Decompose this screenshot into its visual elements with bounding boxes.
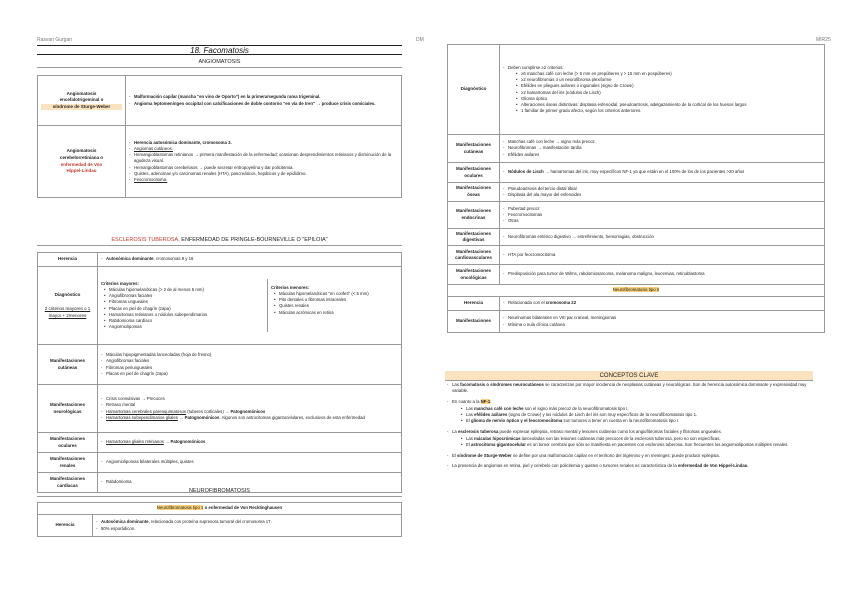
- nf1-herencia-key: Herencia: [38, 515, 93, 537]
- list-item: • ≥2 neurofibromas o un neurofibroma plexiforme: [513, 77, 821, 83]
- nf1-table: [37, 502, 402, 537]
- list-item: - Fibromas periungueales: [101, 365, 398, 371]
- list-item: • Angiomiolipomas: [101, 324, 264, 330]
- nf1-ocu-key: Manifestaciones oculares: [448, 163, 500, 183]
- von-hippel-key: Angiomatosis cerebelorretiniana o enfermedad de Von Hippel-Lindau: [38, 126, 126, 198]
- nf1-manifestaciones-table: [447, 44, 825, 333]
- criterios-mayores: Criterios mayores: • Máculas hipomelanóticas (> 2 de al menos 5 mm) • Angiofibromas faciales • Fibromas ungueales • Placas en piel de chagrín (zapa) • Hamartomas retinianos o nódulos subependimarios • Rabdomioma cardíaco • Angiomiolipomas: [98, 279, 268, 333]
- clave-1: - Las facomatosis o síndromes neurocutáneos se caracterizan por mayor incidencia de neoplasias cutáneas y neurológicas. Son de herencia autosómica dominante y expresividad muy variable.: [447, 382, 812, 394]
- nf2-man-content: [500, 311, 825, 333]
- list-item: • ≥6 manchas café con leche (> 5 mm en prepúberes y > 15 mm en pospúberes): [513, 71, 821, 77]
- nf1-cv-key: Manifestaciones cardiovasculares: [448, 246, 500, 265]
- list-item: - Otras: [503, 218, 821, 224]
- nf1-onc-content: - Predisposición para tumor de Wilms, rabdomiosarcoma, melanoma maligno, leucemias, retinoblastoma: [500, 265, 825, 285]
- nf1-cut-key: Manifestaciones cutáneas: [448, 135, 500, 163]
- list-item: - Neurofibromas → manifestación tardía: [503, 145, 821, 151]
- list-item: • Placas en piel de chagrín (zapa): [101, 306, 264, 312]
- list-item: - Neurinomas bilaterales en VIII par craneal, meningiomas: [503, 315, 821, 321]
- list-item: • Efélides en pliegues axilares o inguinales (signo de Crowe): [513, 83, 821, 89]
- list-item: - Angioma leptomeníngeo occipital con calcificaciones de doble contorno "en vía de tren" → produce crisis comiciales.: [129, 101, 398, 107]
- esclerosis-tuberosa-title: ESCLEROSIS TUBEROSA, ENFERMEDAD DE PRINGLE-BOURNEVILLE O "EPILOIA": [37, 236, 402, 246]
- nf1-diag-key: Diagnóstico: [448, 45, 500, 135]
- et-cardiacas-content: - Rabdomioma: [98, 473, 402, 493]
- list-item: - Efélides axilares: [503, 152, 821, 158]
- list-item: - Hemangioblastomas retinianos → primera manifestación de la enfermedad; ocasionan desprendimientos retinianos y disminución de la agudeza visual.: [129, 152, 398, 164]
- et-cutaneas-content: [98, 345, 402, 385]
- et-oculares-content: - Hamartomas gliales retinianos → Patognomónicos: [98, 433, 402, 453]
- nf2-herencia-key: Herencia: [448, 297, 500, 311]
- nf2-header: Neurofibromatosis tipo II: [448, 285, 825, 297]
- et-renales-content: - Angiomiolipomas bilaterales múltiples, quistes: [98, 453, 402, 473]
- list-item: • Pits dentales o fibromas intraorales: [271, 297, 398, 303]
- et-oculares-key: Manifestaciones oculares: [38, 433, 98, 453]
- list-item: - Feocromocitomas: [503, 212, 821, 218]
- clave-5: - La presencia de angiomas en retina, piel y cerebelo con policitemia y quistes o tumores renales es característica de la enfermedad de Von Hippel-Lindau.: [447, 463, 812, 469]
- et-cardiacas-key: Manifestaciones cardíacas: [38, 473, 98, 493]
- nf1-cut-content: [500, 135, 825, 163]
- nf1-ocu-content: - Nódulos de Lisch → hamartomas del iris, muy específicos NF-1 ya que están en el 100% de los de los pacientes >20 años: [500, 163, 825, 183]
- angiomatosis-table: [37, 75, 402, 198]
- list-item: • 1 familiar de primer grado afecto, según los criterios anteriores.: [513, 108, 821, 114]
- et-cutaneas-key: Manifestaciones cutáneas: [38, 345, 98, 385]
- sturge-weber-content: [126, 76, 402, 126]
- list-item: - Pseudoartrosis del tercio distal tibial: [503, 186, 821, 192]
- list-item: • Quistes renales: [271, 303, 398, 309]
- von-hippel-content: [126, 126, 402, 198]
- herencia-content: - Autosómica dominante, cromosomas 9 y 16: [98, 253, 402, 267]
- list-item: - Placas en piel de chagrín (zapa): [101, 371, 398, 377]
- list-item: - Displasia del ala mayor del esfenoides: [503, 192, 821, 198]
- list-item: - Mínima o nula clínica cutánea: [503, 322, 821, 328]
- sturge-weber-key: Angiomatosis encefalotrigeminal o síndrome de Sturge-Weber: [38, 76, 126, 126]
- nf1-endo-key: Manifestaciones endocrinas: [448, 202, 500, 229]
- angiomatosis-title: ANGIOMATOSIS: [37, 58, 402, 68]
- list-item: • Máculas hipomelanóticas (> 2 de al menos 5 mm): [101, 287, 264, 293]
- list-item: - Máculas hipopigmentadas lanceoladas (hoja de fresno): [101, 352, 398, 358]
- nf1-osea-key: Manifestaciones óseas: [448, 183, 500, 202]
- nf1-endo-content: [500, 202, 825, 229]
- list-item: - Feocromocitoma.: [129, 177, 398, 183]
- list-item: • Angiofibromas faciales: [101, 293, 264, 299]
- list-item: • Máculas hipomelanóticas "en confeti" (< 5 mm): [271, 291, 398, 297]
- neurofibromatosis-title: NEUROFIBROMATOSIS: [37, 487, 402, 497]
- list-item: - Quistes, adenomas y/o carcinomas renales (HTA), pancreáticos, hepáticos y de epidídimo.: [129, 171, 398, 177]
- list-item: • Máculas acrómicas en retina: [271, 310, 398, 316]
- list-item: - Hemangioblastomas cerebelosos → puede secretar eritropoyetina y dar policitemia.: [129, 165, 398, 171]
- et-renales-key: Manifestaciones renales: [38, 453, 98, 473]
- nf1-diag-content: - Deben cumplirse ≥2 criterios: • ≥6 manchas café con leche (> 5 mm en prepúberes y > 15 mm en pospúberes) • ≥2 neurofibromas o un neurofibroma plexiforme • Efélides en pliegues axilares o inguinales (signo de Crowe) • ≥2 hamartomas del iris (nódulos de Lisch) • Glioma óptico • Alteraciones óseas distintivas: displasia esfenoidal, pseudoartrosis, adelgazamiento de la cortical de los huesos largos • 1 familiar de primer grado afecto, según los criterios anteriores.: [500, 45, 825, 135]
- diagnostico-content: [98, 267, 402, 345]
- page-code-right: MIR25: [816, 37, 831, 43]
- nf1-osea-content: [500, 183, 825, 202]
- list-item: - Herencia autosómica dominante, cromosoma 3.: [129, 140, 398, 146]
- list-item: • ≥2 hamartomas del iris (nódulos de Lisch): [513, 90, 821, 96]
- nf1-cv-content: - HTA por feocromocitoma: [500, 246, 825, 265]
- list-item: • Fibromas ungueales: [101, 299, 264, 305]
- nf1-dig-key: Manifestaciones digestivas: [448, 229, 500, 246]
- list-item: - Pubertad precoz: [503, 206, 821, 212]
- et-neuro-content: - Crisis convulsivas → Precoces - Retraso mental - Hamartomas cerebrales parenquimatosos (tuberes corticales) → Patognomónicos - Hamartomas subependimarios gliales → Patognomónicos. Algunos son astrocitomas gigantocelulares, exclusivos de esta enfermedad: [98, 385, 402, 433]
- herencia-key: Herencia: [38, 253, 98, 267]
- right-page: [424, 0, 848, 599]
- nf1-onc-key: Manifestaciones oncológicas: [448, 265, 500, 285]
- nf2-herencia-content: - Relacionada con el cromosoma 22: [500, 297, 825, 311]
- nf2-man-key: Manifestaciones: [448, 311, 500, 333]
- list-item: - Angiofibromas faciales: [101, 358, 398, 364]
- author-header: Rasvan Gurgan: [37, 37, 73, 43]
- page-code-left: DM: [416, 37, 424, 43]
- conceptos-clave-body: [447, 382, 812, 469]
- diagnostico-key: Diagnóstico 2 criterios mayores o 1 mayor + 2menores: [38, 267, 98, 345]
- esclerosis-tuberosa-table: [37, 252, 402, 493]
- clave-2: - En cuanto a la NF-1: • Las manchas café con leche son el signo más precoz de la neurofibromatosis tipo I. • Las efélides axilares (signo de Crowe) y los nódulos de Lisch del iris son muy específicos de la neurofibromatosis tipo 1. • El glioma de nervio óptico y el feocromocitoma son tumores a tener en cuenta en la neurofibromatosis tipo I.: [447, 399, 812, 424]
- list-item: - Angiomas cutáneos.: [129, 146, 398, 152]
- nf1-dig-content: - Neurofibromas entérico digestivo → estreñimiento, hemorragias, obstrucción: [500, 229, 825, 246]
- list-item: • Rabdomioma cardíaco: [101, 318, 264, 324]
- list-item: • Glioma óptico: [513, 96, 821, 102]
- list-item: - Manchas café con leche → signo más precoz: [503, 139, 821, 145]
- clave-3: - La esclerosis tuberosa puede expresar epilepsia, retraso mental y lesiones cutáneas como los angiofibromas faciales y fibromas ungueales. • Las máculas hipocrómicas lanceoladas son las lesiones cutáneas más precoces de la esclerosis tuberosa, pero no son específicas. • El astrocitoma gigantocelular es un tumor cerebral que sólo se manifiesta en pacientes con esclerosis tuberosa. Son frecuentes los angiomiolipomas múltiples renales.: [447, 429, 812, 448]
- nf1-herencia-content: - Autosómica dominante, relacionada con proteína supresora tumoral del cromosoma 17. - 50% esporádicos.: [93, 515, 402, 537]
- et-neuro-key: Manifestaciones neurológicas: [38, 385, 98, 433]
- clave-4: - El síndrome de Sturge-Weber se define por una malformación capilar en el territorio del trigémino y en meninges; puede producir epilepsia.: [447, 453, 812, 459]
- criterios-menores: Criterios menores: • Máculas hipomelanóticas "en confeti" (< 5 mm) • Pits dentales o fibromas intraorales • Quistes renales • Máculas acrómicas en retina: [268, 279, 401, 333]
- chapter-title: 18. Facomatosis: [37, 45, 402, 55]
- nf1-header: Neurofibromatosis tipo 1 o enfermedad de Von Recklinghausen: [38, 503, 402, 515]
- list-item: • Alteraciones óseas distintivas: displasia esfenoidal, pseudoartrosis, adelgazamiento de la cortical de los huesos largos: [513, 102, 821, 108]
- conceptos-clave-title: CONCEPTOS CLAVE: [445, 371, 813, 381]
- list-item: • Hamartomas retinianos o nódulos subependimarios: [101, 312, 264, 318]
- list-item: - Malformación capilar (mancha "en vino de Oporto") en la primera/segunda rama trigeminal.: [129, 94, 398, 100]
